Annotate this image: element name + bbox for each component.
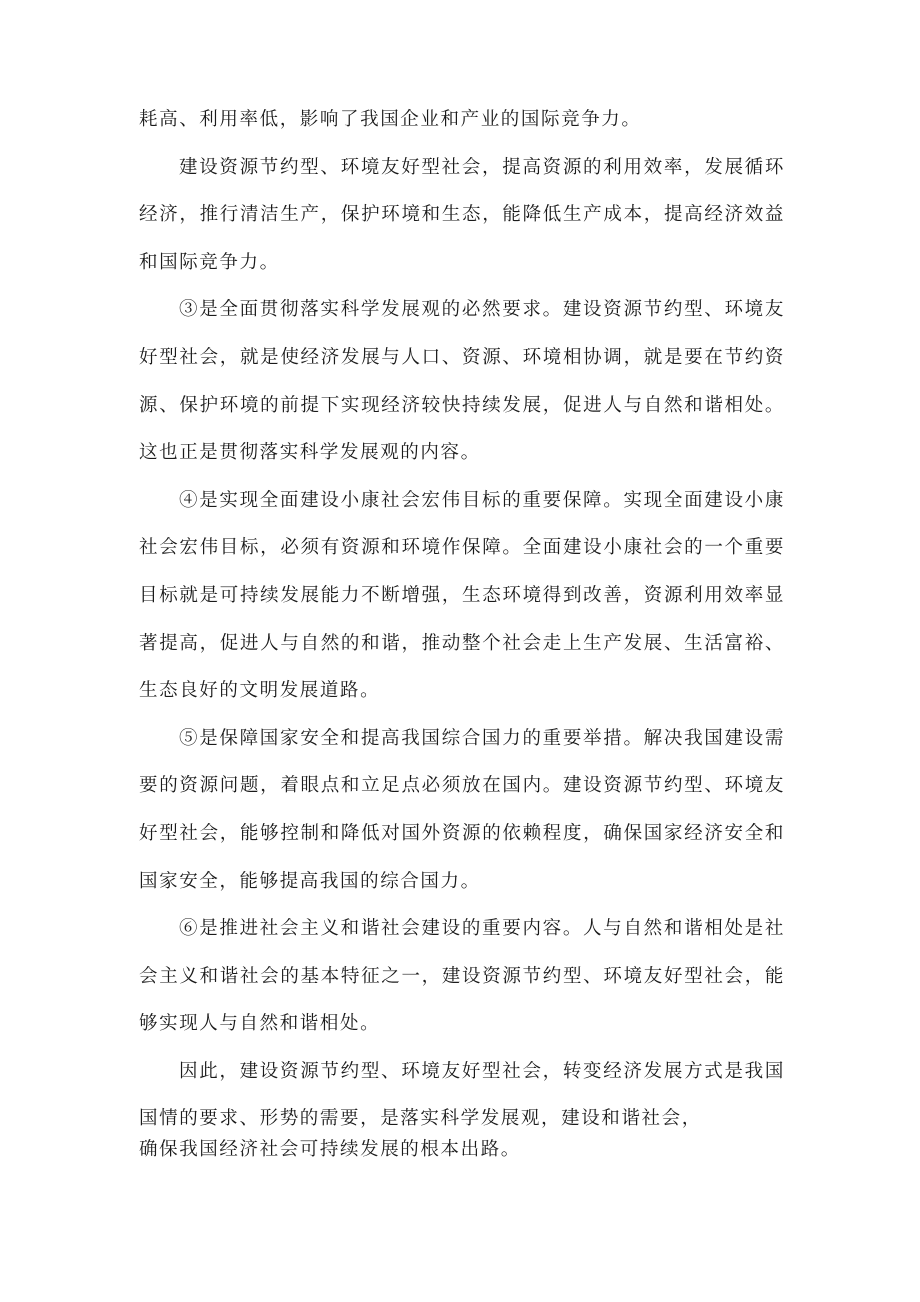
paragraph-3: ③是全面贯彻落实科学发展观的必然要求。建设资源节约型、环境友好型社会，就是使经济发展与人口、资源、环境相协调，就是要在节约资源、保护环境的前提下实现经济较快持续发展，促进人与自然和谐相处。这也正是贯彻落实科学发展观的内容。 xyxy=(139,299,785,464)
paragraph-5: ⑤是保障国家安全和提高我国综合国力的重要举措。解决我国建设需要的资源问题，着眼点和立足点必须放在国内。建设资源节约型、环境友好型社会，能够控制和降低对国外资源的依赖程度，确保国家经济安全和国家安全，能够提高我国的综合国力。 xyxy=(139,727,785,892)
paragraph-6: ⑥是推进社会主义和谐社会建设的重要内容。人与自然和谐相处是社会主义和谐社会的基本特征之一，建设资源节约型、环境友好型社会，能够实现人与自然和谐相处。 xyxy=(139,918,785,1035)
paragraph-7: 因此，建设资源节约型、环境友好型社会，转变经济发展方式是我国国情的要求、形势的需要，是落实科学发展观，建设和谐社会， xyxy=(139,1060,785,1130)
paragraph-1: 耗高、利用率低，影响了我国企业和产业的国际竞争力。 xyxy=(139,109,642,130)
paragraph-7-continuation: 确保我国经济社会可持续发展的根本出路。 xyxy=(139,1139,521,1161)
paragraph-2: 建设资源节约型、环境友好型社会，提高资源的利用效率，发展循环经济，推行清洁生产，保护环境和生态，能降低生产成本，提高经济效益和国际竞争力。 xyxy=(139,156,785,273)
text-body xyxy=(139,96,785,1165)
paragraph-4: ④是实现全面建设小康社会宏伟目标的重要保障。实现全面建设小康社会宏伟目标，必须有资源和环境作保障。全面建设小康社会的一个重要目标就是可持续发展能力不断增强，生态环境得到改善，资源利用效率显著提高，促进人与自然的和谐，推动整个社会走上生产发展、生活富裕、生态良好的文明发展道路。 xyxy=(139,489,785,702)
